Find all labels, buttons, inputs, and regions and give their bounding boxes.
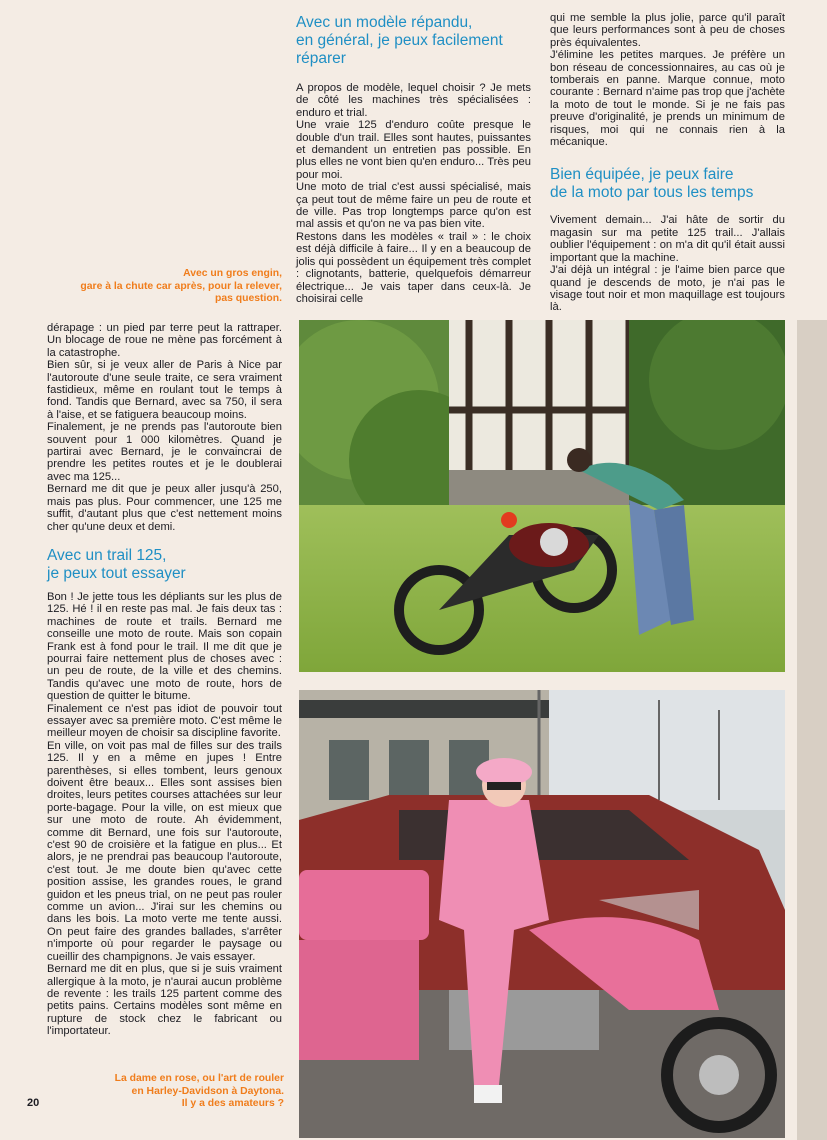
heading-line: je peux tout essayer	[47, 564, 186, 582]
paragraph: Finalement ce n'est pas idiot de pouvoir tout essayer avec sa première moto. C'est même le meilleur moyen de choisir sa discipline favorite.	[47, 702, 282, 740]
section-heading-trail	[47, 547, 282, 583]
paragraph: A propos de modèle, lequel choisir ? Je mets de côté les machines très spécialisées : enduro et trial.	[296, 82, 531, 119]
paragraph: dérapage : un pied par terre peut la rattraper. Un blocage de roue ne mène pas forcément à la catastrophe.	[47, 322, 282, 359]
paragraph: Bien sûr, si je veux aller de Paris à Nice par l'autoroute d'une seule traite, ce sera vraiment fastidieux, même en roulant tout le temps à fond. Tandis que Bernard, avec sa 750, il sera à l'aise, et se fatiguera beaucoup moins.	[47, 359, 282, 421]
heading-line: de la moto par tous les temps	[550, 184, 754, 202]
section-heading-equipment	[550, 166, 785, 202]
caption-top-line: Avec un gros engin,	[183, 268, 282, 279]
photo-lady-in-pink-image	[299, 690, 785, 1138]
page-edge-strip	[797, 320, 827, 1140]
photo-fallen-motorcycle	[299, 320, 785, 672]
caption-bottom-line: La dame en rose, ou l'art de rouler	[114, 1073, 284, 1084]
paragraph: Bernard me dit que je peux aller jusqu'à 250, mais pas plus. Pour commencer, une 125 me suffit, d'autant plus que c'est nettement moins cher qu'une deux et demi.	[47, 483, 282, 533]
paragraph: Une moto de trial c'est aussi spécialisé, mais ça peut tout de même faire un peu de route et de ville. Pas trop longtemps parce qu'on est mal assis et qu'on ne va pas bien vite.	[296, 181, 531, 231]
caption-top	[30, 268, 282, 306]
caption-top-line: gare à la chute car après, pour la relever,	[80, 280, 282, 292]
caption-top-line: pas question.	[215, 293, 282, 305]
heading-line: réparer	[296, 50, 346, 67]
section-heading-repair	[296, 14, 531, 68]
heading-line: en général, je peux facilement	[296, 32, 503, 49]
page-number: 20	[27, 1097, 40, 1109]
column-right	[550, 12, 785, 314]
caption-bottom	[30, 1073, 284, 1111]
caption-bottom-line: Il y a des amateurs ?	[181, 1098, 284, 1110]
photo-lady-in-pink	[299, 690, 785, 1138]
column-middle	[296, 14, 531, 305]
paragraph: J'ai déjà un intégral : je l'aime bien parce que quand je descends de moto, je n'ai pas le visage tout noir et mon maquillage est toujours là.	[550, 264, 785, 314]
paragraph: J'élimine les petites marques. Je préfère un bon réseau de concessionnaires, au cas où je tomberais en panne. Marque connue, moto courante : Bernard n'aime pas trop que j'achète la moto de tout le monde. Si je ne fais pas preuve d'originalité, je prends un minimum de risques, moi qui ne connais rien à la mécanique.	[550, 49, 786, 149]
paragraph: Bernard me dit en plus, que si je suis vraiment allergique à la moto, je n'aurai aucun problème de revente : les trails 125 partent comme des petits pains. Certains modèles sont même en rupture de stock chez le fabricant ou l'importateur.	[47, 963, 282, 1038]
paragraph: qui me semble la plus jolie, parce qu'il paraît que leurs performances sont à peu de choses près équivalentes.	[550, 12, 785, 49]
heading-line: Bien équipée, je peux faire	[550, 166, 734, 184]
paragraph: Bon ! Je jette tous les dépliants sur les plus de 125. Hé ! il en reste pas mal. Je fais deux tas : machines de route et trails. Bernard me conseille une moto de route. Mais son copain Frank est à fond pour le trail. Il me dit que je pourrai faire nettement plus de choses avec : un peu de route, de la ville et des chemins. Tandis qu'avec une moto de route, hors de question de quitter le bitume.	[47, 590, 282, 703]
paragraph: Vivement demain... J'ai hâte de sortir du magasin sur ma petite 125 trail... J'allais oublier l'équipement : on m'a dit qu'il était aussi important que la machine.	[550, 214, 785, 264]
paragraph: Une vraie 125 d'enduro coûte presque le double d'un trail. Elles sont hautes, puissantes et demandent un entretien pas possible. En plus elles ne vont bien qu'en enduro... Très peu pour moi.	[296, 119, 531, 181]
heading-line: Avec un modèle répandu,	[296, 14, 473, 31]
column-left	[47, 322, 282, 1038]
paragraph: En ville, on voit pas mal de filles sur des trails 125. Il y en a même en jupes ! Entre parenthèses, si elles tombent, leurs genoux doivent être beaux... Elles sont assises bien droites, leurs petites courses attachées sur leur porte-bagage. Pour la ville, on est mieux que sur une moto de route. Ah évidemment, comme dit Bernard, une fois sur l'autoroute, c'est 90 de croisière et la fatigue en plus... Et alors, je ne prendrai pas beaucoup l'autoroute, c'est tout. Je me doute bien qu'avec cette position assise, les grandes roues, le grand guidon et les pneus trial, on ne peut pas rouler comme un avion... J'irai sur les chemins ou dans les bois. La moto verte me tente aussi. On peut faire des grandes ballades, s'arrêter n'importe où pour regarder le paysage ou cueillir des champignons. Je vais essayer.	[47, 739, 282, 963]
paragraph: Finalement, je ne prends pas l'autoroute bien souvent pour 1 000 kilomètres. Quand je partirai avec Bernard, je le convaincrai de prendre les petites routes et je le doublerai avec ma 125...	[47, 421, 282, 483]
caption-bottom-line: en Harley-Davidson à Daytona.	[131, 1085, 284, 1097]
paragraph: Restons dans les modèles « trail » : le choix est déjà difficile à faire... Il y en a beaucoup de jolis qui possèdent un équipement très complet : clignotants, batterie, quelquefois démarreur électrique... Je vais taper dans ceux-là. Je choisirai celle	[296, 230, 531, 305]
photo-fallen-motorcycle-image	[299, 320, 785, 672]
heading-line: Avec un trail 125,	[47, 546, 167, 564]
